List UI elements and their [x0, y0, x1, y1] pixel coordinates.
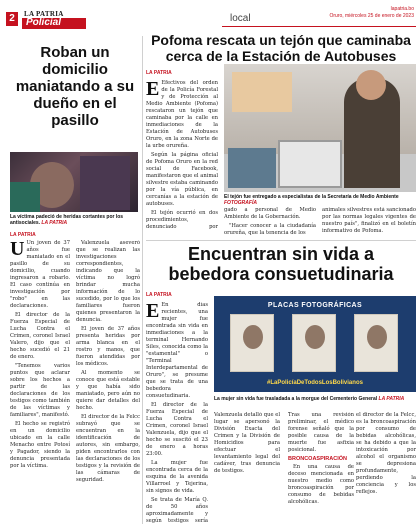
paragraph: gado a personal de Medio Ambiente de la Gobernación.: [224, 207, 316, 220]
header-rule: [222, 26, 416, 27]
top-story-title: Pofoma rescata un tejón que caminaba cerca de la Estación de Autobuses: [151, 32, 411, 64]
paragraph: Tras una revisión preliminar, el médico forense señaló que la posible causa de la muerte fue asfixia posicional.: [288, 412, 354, 453]
left-story-caption: La víctima padeció de heridas cortantes por los antisociales. LA PATRIA: [10, 214, 124, 226]
issue-date: Oruro, miércoles 25 de enero de 2023: [329, 13, 414, 19]
paragraph: U Un joven de 37 años fue maniatado en el pasillo de su domicilio, cuando ingresaron a robarlo. El caso continúa en investigación por "robo" en las declaraciones.: [10, 240, 70, 309]
brand-name: LA PATRIA: [24, 10, 64, 18]
photo-card: [354, 314, 398, 372]
photo-hashtag: #LaPolicíaDeTodosLosBolivianos: [267, 380, 363, 386]
paragraph: el director de la Felcc, es la broncoaspiración por consumo de bebidas alcohólicas, se ha debido a que la intoxicación por alcohol el organismo se depresiona profundamente, perdiendo la conciencia y los reflejos.: [356, 412, 416, 495]
paragraph: El director de la Felcc subrayó que se encuentran en la identificación de autores, sin embargo, piden encontrarlos con las declaraciones de los testigos y la revisión de las cámaras de seguridad.: [76, 414, 140, 483]
bottom-story-byline: LA PATRIA: [146, 292, 172, 298]
bottom-story-title: Encuentran sin vida a bebedora consuetudinaria: [168, 244, 394, 284]
paragraph: animales silvestres está sancionado por las normas legales vigentes de nuestro país", finalizó en el boletín informativo de Pofoma.: [322, 207, 416, 234]
site-url: lapatria.bo: [390, 6, 414, 12]
column-divider: [142, 36, 143, 524]
page-number: 2: [6, 12, 18, 26]
bottom-story-caption: La mujer sin vida fue trasladada a la morgue del Cementerio General LA PATRIA: [214, 396, 405, 402]
bottom-story-column-2: [214, 412, 280, 523]
paragraph: El hecho se registró en un domicilio ubicado en la calle Menacho entre Potosí y Pagador, siendo la denuncia presentada por la víctima.: [10, 421, 70, 469]
left-story-title: Roban un domicilio maniatando a su dueño en el pasillo: [15, 44, 135, 129]
paragraph: "Tenemos varios puntos que aclarar sobre los hechos a partir de las declaraciones de los testigos como también de las víctimas y familiares", manifestó.: [10, 363, 70, 418]
paragraph: Se trata de María Q. de 50 años aproximadamente y según testigos sería: [146, 497, 208, 523]
paragraph: El director de la Fuerza Especial de Lucha Contra el Crimen, coronel Israel Valero, dijo que el hecho sucedió el 21 de enero.: [10, 312, 70, 360]
section-label: local: [230, 13, 251, 24]
left-story-byline: LA PATRIA: [10, 232, 36, 238]
bottom-story-column-1: [146, 302, 208, 523]
photo-card: [292, 314, 336, 372]
page-header: [0, 0, 420, 30]
bottom-story-column-4: [356, 412, 416, 523]
paragraph: En una causa de deceso mencionada en nuestro medio como broncoaspiración por consumo de bebidas alcohólicas.: [288, 464, 354, 505]
top-story-caption: El tejón fue entregado a especialistas de la Secretaría de Medio Ambiente FOTOGRAFÍA: [224, 194, 399, 206]
top-story-column-1: [146, 80, 218, 230]
top-story-photo: [224, 64, 416, 192]
bottom-story-photo: [214, 296, 416, 392]
story-divider: [146, 240, 416, 241]
top-story-byline: LA PATRIA: [146, 70, 172, 76]
paragraph: E Efectivos del orden de la Policía Forestal y de Protección al Medio Ambiente (Pofoma) rescataron un tejón que caminaba por la calle en inmediaciones de la Estación de Autobuses Oruro, en la zona Norte de la urbe orureña.: [146, 80, 218, 149]
photo-banner-title: PLACAS FOTOGRÁFICAS: [267, 302, 363, 309]
paragraph: Valenzuela detalló que el lugar se apersonó la División Exacta del Crimen y la División de Homicidios para efectuar el levantamiento legal del cadáver, tras denuncia de testigos.: [214, 412, 280, 474]
paragraph: Valenzuela aseveró que se realizan las investigaciones correspondientes, indicando que la víctima no logró brindar mucha información de lo sucedido, por lo que los familiares fueron quienes presentaron la denuncia.: [76, 240, 140, 323]
brand-section: Policial: [26, 17, 62, 28]
top-story-column-2: [224, 207, 316, 237]
bottom-story-column-3: [288, 412, 354, 523]
paragraph: "Hacer conocer a la ciudadanía orureña, que la tenencia de los: [224, 223, 316, 236]
paragraph: El joven de 37 años presenta heridas por arma blanca en el rostro y manos, que fueron atendidas por los médicos.: [76, 326, 140, 367]
photo-card: [230, 314, 274, 372]
paragraph: Al momento se conoce que está estable y que había sido maniatado, pero aún no quiere dar detalles del hecho.: [76, 370, 140, 411]
left-story-photo: [10, 152, 138, 212]
paragraph: Según la página oficial de Pofoma Oruro en la red social de Facebook, manifestaron que el animal silvestre estaba caminando por la vía pública, en cercanías a la estación de autobuses.: [146, 152, 218, 207]
top-story-column-3: [322, 207, 416, 237]
left-story-column-2: [76, 240, 140, 523]
subheading: BRONCOASPIRACIÓN: [288, 456, 347, 462]
paragraph: El director de la Fuerza Especial de Lucha Contra el Crimen, coronel Israel Valenzuela, dijo que el hecho se suscitó el 23 de enero a horas 23:00.: [146, 402, 208, 457]
paragraph: La mujer fue encontrada cerca de la esquina de la avenida Villarroel y Tejerina, sin signos de vida.: [146, 460, 208, 494]
paragraph: El tejón ocurrió en dos procedimientos, denunciado por: [146, 210, 218, 230]
paragraph: E En días recientes, una mujer fue encontrada sin vida en inmediaciones a la terminal Hernando Siles, conocida como la "estamental" o "Terminal Interdepartamental de Oruro", se presume que se trata de una bebedora consuetudinaria.: [146, 302, 208, 399]
left-story-column-1: [10, 240, 70, 523]
